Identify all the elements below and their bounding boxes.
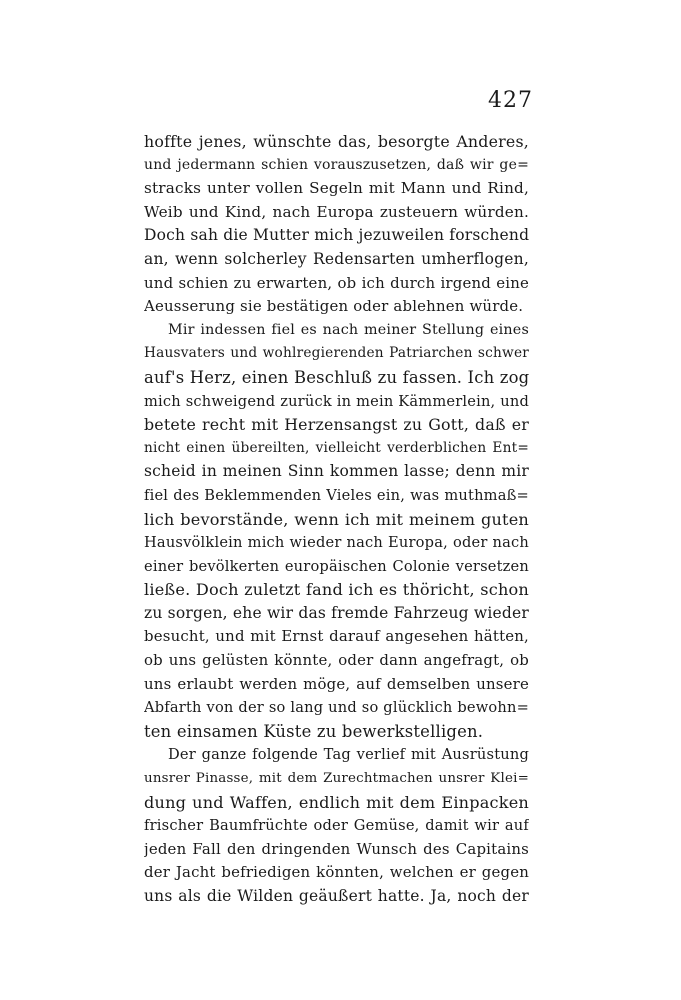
text-line: der Jacht befriedigen könnten, welchen er gegen [144, 863, 529, 882]
body-text [144, 130, 529, 909]
text-line: Hausvölklein mich wieder nach Europa, oder nach [144, 534, 529, 552]
page-number: 427 [488, 88, 533, 113]
text-line: ließe. Doch zuletzt fand ich es thöricht, schon [144, 580, 529, 600]
text-line: Mir indessen fiel es nach meiner Stellung eines [168, 321, 529, 338]
text-line: Der ganze folgende Tag verlief mit Ausrüstung [168, 746, 529, 764]
text-line: nicht einen übereilten, vielleicht verderblichen Ent= [144, 439, 529, 456]
text-line: stracks unter vollen Segeln mit Mann und Rind, [144, 179, 529, 198]
text-line: dung und Waffen, endlich mit dem Einpacken [144, 792, 529, 812]
text-line: ob uns gelüsten könnte, oder dann angefragt, ob [144, 651, 529, 670]
text-line: auf's Herz, einen Beschluß zu fassen. Ich zog [144, 367, 529, 387]
text-line: unsrer Pinasse, mit dem Zurechtmachen unsrer Klei= [144, 771, 529, 787]
text-line: besucht, und mit Ernst darauf angesehen hätten, [144, 627, 529, 646]
text-line: zu sorgen, ehe wir das fremde Fahrzeug wieder [144, 603, 529, 622]
text-line: Doch sah die Mutter mich jezuweilen forschend [144, 226, 529, 245]
text-line: uns erlaubt werden möge, auf demselben unsere [144, 674, 529, 693]
text-line: jeden Fall den dringenden Wunsch des Capitains [144, 839, 529, 858]
text-line: betete recht mit Herzensangst zu Gott, daß er [144, 415, 529, 435]
text-line: hoffte jenes, wünschte das, besorgte Anderes, [144, 132, 529, 151]
text-line: an, wenn solcherley Redensarten umherflogen, [144, 249, 529, 268]
text-line: Hausvaters und wohlregierenden Patriarchen schwer [144, 345, 529, 362]
text-line: lich bevorstände, wenn ich mit meinem guten [144, 509, 529, 529]
text-line: Abfarth von der so lang und so glücklich bewohn= [144, 699, 529, 717]
text-line: Weib und Kind, nach Europa zusteuern würden. [144, 202, 529, 221]
text-line: uns als die Wilden geäußert hatte. Ja, noch der [144, 887, 529, 905]
text-line: mich schweigend zurück in mein Kämmerlein, und [144, 392, 529, 410]
text-line: scheid in meinen Sinn kommen lasse; denn mir [144, 462, 529, 481]
text-line: einer bevölkerten europäischen Colonie versetzen [144, 557, 529, 575]
text-line: fiel des Beklemmenden Vieles ein, was muthmaß= [144, 486, 529, 504]
text-line: ten einsamen Küste zu bewerkstelligen. [144, 721, 484, 741]
text-line: und jedermann schien vorauszusetzen, daß wir ge= [144, 156, 529, 173]
text-line: frischer Baumfrüchte oder Gemüse, damit wir auf [144, 817, 529, 835]
text-line: Aeusserung sie bestätigen oder ablehnen würde. [144, 297, 524, 316]
text-line: und schien zu erwarten, ob ich durch irgend eine [144, 273, 529, 292]
